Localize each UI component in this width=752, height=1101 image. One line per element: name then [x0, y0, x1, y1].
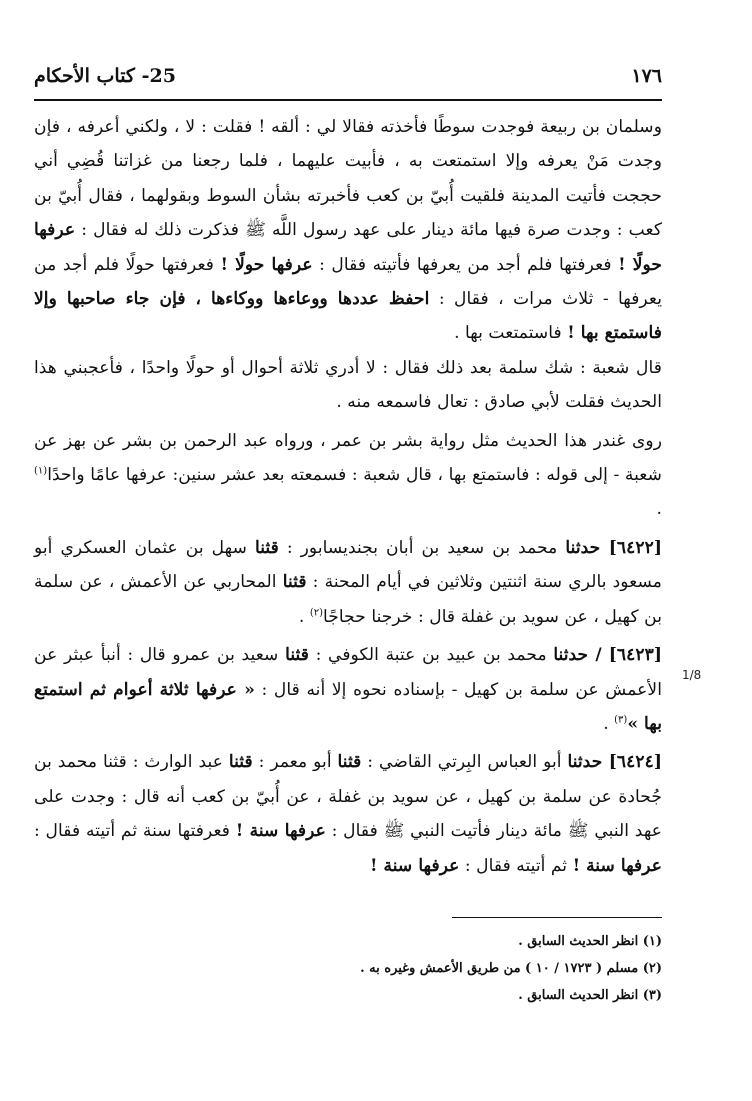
bold-text: قثنا [337, 752, 362, 773]
bold-text: قثنا [255, 537, 279, 558]
footnote-ref: (٣) [614, 714, 628, 726]
text-run: . [298, 606, 310, 627]
footnote: (٣) انظر الحديث السابق . [518, 988, 662, 1003]
text-run: المحاربي عن الأعمش ، عن سلمة بن كهيل ، عن سويد بن غفلة قال : خرجنا حجاجًا [34, 572, 662, 627]
text-run: ثم أتيته فقال : [459, 855, 573, 876]
bold-text: [٦٤٢٣] / حدثنا [553, 645, 662, 666]
paragraph [34, 424, 662, 527]
hadith-paragraph [34, 531, 662, 634]
bold-text: [٦٤٢٢] حدثنا [565, 537, 662, 558]
text-run: محمد بن سعيد بن أبان بجنديسابور : [278, 537, 566, 558]
header-divider [34, 99, 662, 101]
text-run: عبد الوارث : قثنا محمد بن جُحادة عن سلمة بن كهيل ، عن سويد بن غفلة ، عن أُبيّ بن كعب أنه قال : وجدت على عهد النبي ﷺ مائة دينار فأتيت النبي ﷺ فقال : [34, 752, 663, 842]
margin-folio-note: 1/8 [682, 668, 702, 682]
footnote: (١) انظر الحديث السابق . [518, 934, 662, 949]
bold-text: « عرفها ثلاثة أعوام ثم استمتع بها » [34, 679, 662, 734]
paragraph [34, 110, 662, 351]
text-run: أبو العباس البِرتي القاضي : [361, 752, 568, 773]
text-run: . [603, 713, 615, 734]
text-run: فعرفتها سنة ثم أتيته فقال : [34, 821, 236, 842]
bold-text: قثنا [228, 752, 253, 773]
paragraph [34, 351, 662, 420]
bold-text: احفظ عددها ووعاءها ووكاءها ، فإن جاء صاحبها وإلا فاستمتع بها ! [34, 289, 662, 344]
text-run: قال شعبة : شك سلمة بعد ذلك فقال : لا أدري ثلاثة أحوال أو حولًا واحدًا ، فأعجبني هذا الحديث فقلت لأبي صادق : تعال فاسمعه منه . [34, 357, 662, 413]
text-run: سهل بن عثمان العسكري أبو مسعود بالري سنة اثنتين وثلاثين في أيام المحنة : [34, 537, 662, 593]
footnote-ref: (٢) [309, 606, 324, 618]
hadith-paragraph [34, 638, 662, 741]
bold-text: قثنا [285, 645, 309, 666]
footnote-divider [452, 917, 662, 918]
page-header [34, 58, 662, 94]
bold-text: عرفها حولًا ! [220, 254, 313, 275]
bold-text: قثنا [282, 572, 307, 593]
bold-text: عرفها سنة ! [572, 855, 662, 876]
footnote: (٢) مسلم ( ١٧٢٣ / ١٠ ) من طريق الأعمش وغيره به . [360, 961, 662, 976]
chapter-title: 25- كتاب الأحكام [34, 65, 176, 87]
bold-text: [٦٤٢٤] حدثنا [567, 752, 662, 773]
text-run: وسلمان بن ربيعة فوجدت سوطًا فأخذته فقالا لي : ألقه ! فقلت : لا ، ولكني أعرفه ، فإن وجدت مَنْ يعرفه وإلا استمتعت به ، فأبيت عليهما ، فلما رجعنا من غزاتنا قُضِي أني حججت فأتيت المدينة فلقيت أُبيّ بن كعب فأخبرته بشأن السوط وبقولهما ، فقال أُبيّ بن كعب : وجدت صرة فيها مائة دينار على عهد رسول اللَّه ﷺ فذكرت ذلك له فقال : [34, 117, 662, 241]
footnotes [34, 928, 662, 1009]
hadith-paragraph [34, 745, 662, 883]
text-run: محمد بن عبيد بن عتبة الكوفي : [308, 645, 554, 666]
text-run: أبو معمر : [252, 752, 338, 773]
footnote-ref: (١) [34, 465, 48, 477]
bold-text: عرفها حولًا ! [34, 220, 663, 275]
text-run: فعرفتها حولًا فلم أجد من يعرفها - ثلاث مرات ، فقال : [34, 254, 662, 310]
page-number: ١٧٦ [631, 65, 662, 87]
bold-text: عرفها سنة ! [370, 855, 460, 876]
text-run: فاستمتعت بها . [454, 323, 568, 344]
text-run: سعيد بن عمرو قال : أنبأ عبثر عن الأعمش عن سلمة بن كهيل - بإسناده نحوه إلا أنه قال : [34, 645, 663, 700]
text-run: . [656, 499, 662, 520]
text-run: فعرفتها فلم أجد من يعرفها فأتيته فقال : [312, 254, 619, 275]
main-text [34, 110, 662, 883]
bold-text: عرفها سنة ! [235, 821, 326, 842]
text-run: روى غندر هذا الحديث مثل رواية بشر بن عمر ، ورواه عبد الرحمن بن بشر عن بهز عن شعبة - إلى قوله : فاستمتع بها ، قال شعبة : فسمعته بعد عشر سنين: عرفها عامًا واحدًا [34, 430, 662, 486]
